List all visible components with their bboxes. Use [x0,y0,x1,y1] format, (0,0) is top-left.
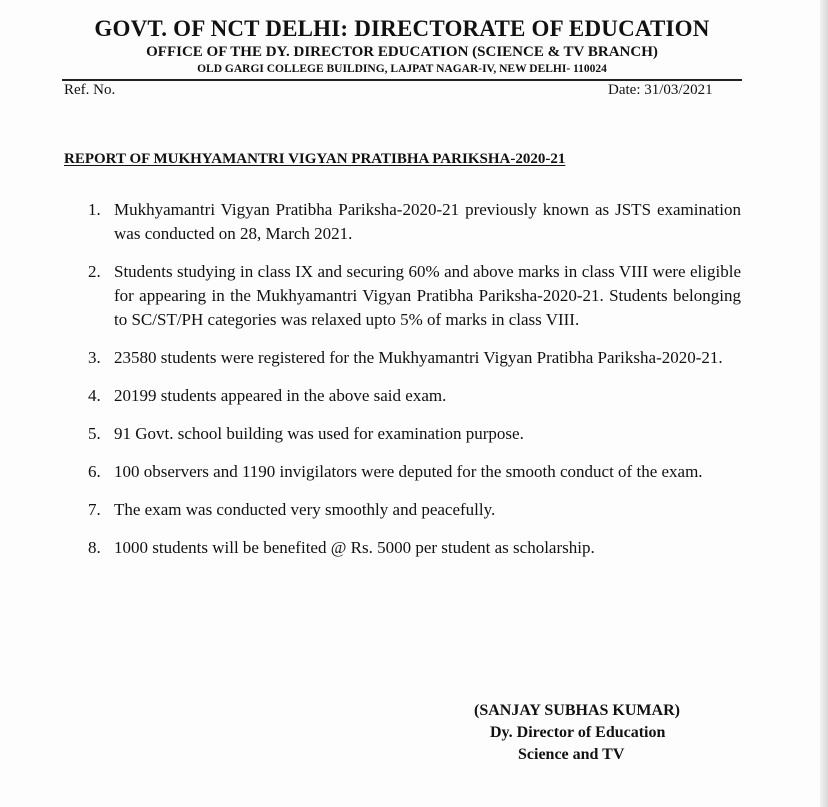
list-item-text: 1000 students will be benefited @ Rs. 5000 per student as scholarship. [114,538,595,557]
list-item-text: Students studying in class IX and securing 60% and above marks in class VIII were eligible for appearing in the Mukhyamantri Vigyan Pratibha Pariksha-2020-21. Students belonging to SC/ST/PH categories was relaxed upto 5% of marks in class VIII. [114,262,741,329]
list-item-number: 5. [88,424,101,443]
signatory-department: Science and TV [518,746,625,763]
list-item [88,498,741,522]
signatory-name: (SANJAY SUBHAS KUMAR) [474,702,680,719]
list-item [88,198,741,246]
header-rule [62,79,742,81]
signature-block [474,700,734,766]
list-item [88,384,741,408]
report-items-list [88,198,741,574]
list-item-number: 6. [88,462,101,481]
header-title: GOVT. OF NCT DELHI: DIRECTORATE OF EDUCATION [94,16,710,41]
list-item [88,536,741,560]
ref-no: Ref. No. [64,82,116,98]
list-item [88,260,741,332]
list-item-number: 7. [88,500,101,519]
report-title: REPORT OF MUKHYAMANTRI VIGYAN PRATIBHA PARIKSHA-2020-21 [64,151,566,167]
list-item-number: 4. [88,386,101,405]
list-item-number: 8. [88,538,101,557]
list-item-text: 91 Govt. school building was used for examination purpose. [114,424,524,443]
list-item-number: 2. [88,262,101,281]
page-edge-shadow [820,0,828,807]
list-item [88,422,741,446]
list-item-text: 20199 students appeared in the above said exam. [114,386,447,405]
list-item-number: 3. [88,348,101,367]
list-item-text: 23580 students were registered for the Mukhyamantri Vigyan Pratibha Pariksha-2020-21. [114,348,723,367]
list-item-number: 1. [88,200,101,219]
list-item [88,346,741,370]
signatory-designation: Dy. Director of Education [490,724,666,741]
list-item [88,460,741,484]
list-item-text: The exam was conducted very smoothly and peacefully. [114,500,496,519]
list-item-text: 100 observers and 1190 invigilators were deputed for the smooth conduct of the exam. [114,462,703,481]
document-date: Date: 31/03/2021 [608,82,713,98]
header-address: OLD GARGI COLLEGE BUILDING, LAJPAT NAGAR-IV, NEW DELHI- 110024 [197,63,607,75]
header-office: OFFICE OF THE DY. DIRECTOR EDUCATION (SCIENCE & TV BRANCH) [146,44,658,60]
list-item-text: Mukhyamantri Vigyan Pratibha Pariksha-2020-21 previously known as JSTS examination was conducted on 28, March 2021. [114,200,741,243]
